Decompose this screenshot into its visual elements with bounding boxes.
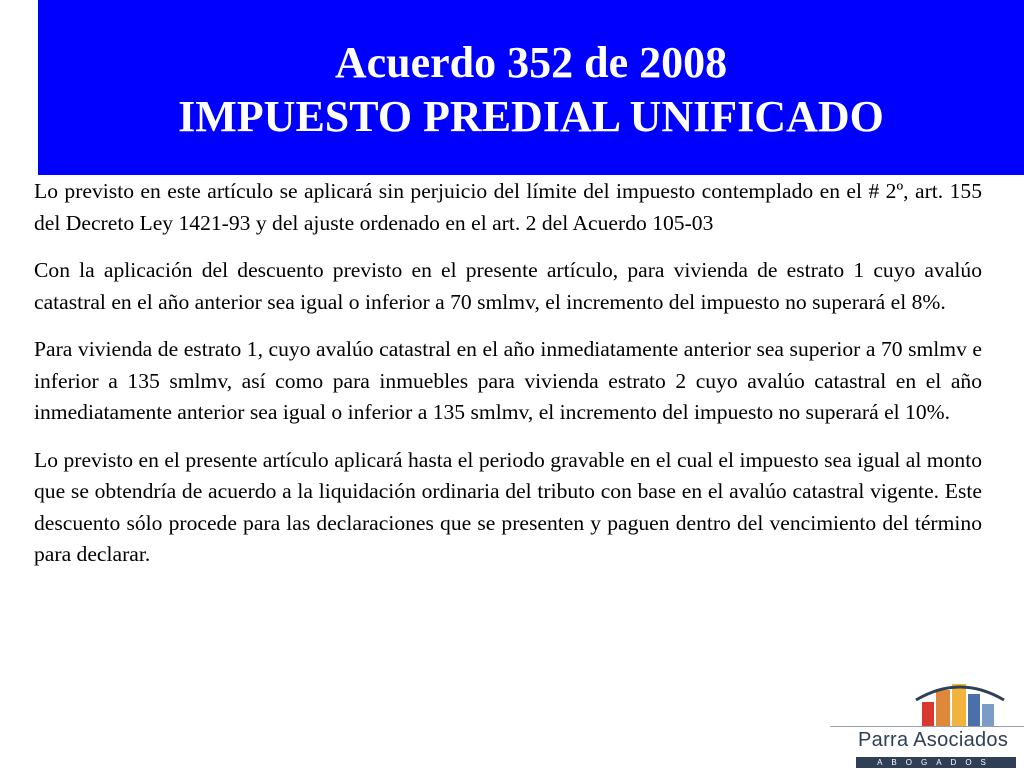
title-banner bbox=[38, 0, 1024, 175]
paragraph-4: Lo previsto en el presente artículo aplicará hasta el periodo gravable en el cual el impuesto sea igual al monto que se obtendría de acuerdo a la liquidación ordinaria del tributo con base en el avalúo catastral vigente. Este descuento sólo procede para las declaraciones que se presenten y paguen dentro del vencimiento del término para declarar. bbox=[34, 447, 982, 566]
paragraph-2: Con la aplicación del descuento previsto en el presente artículo, para vivienda de estrato 1 cuyo avalúo catastral en el año anterior sea igual o inferior a 70 smlmv, el incremento del impuesto no superará el 8%. bbox=[34, 258, 982, 314]
slide-title-line2: IMPUESTO PREDIAL UNIFICADO bbox=[178, 91, 884, 141]
logo-tagline: ABOGADOS bbox=[856, 757, 1016, 768]
logo-plate bbox=[830, 726, 1024, 769]
paragraph-1: Lo previsto en este artículo se aplicará sin perjuicio del límite del impuesto contemplado en el # 2º, art. 155 del Decreto Ley 1421-93 y del ajuste ordenado en el art. 2 del Acuerdo 105-03 bbox=[34, 179, 982, 235]
buildings-logo-icon bbox=[910, 680, 1010, 730]
company-logo bbox=[830, 680, 1024, 768]
slide-body bbox=[34, 176, 982, 587]
slide-title-line1: Acuerdo 352 de 2008 bbox=[334, 37, 728, 87]
logo-name: Parra Asociados bbox=[858, 729, 1009, 751]
paragraph-3: Para vivienda de estrato 1, cuyo avalúo catastral en el año inmediatamente anterior sea superior a 70 smlmv e inferior a 135 smlmv, así como para inmuebles para vivienda estrato 2 cuyo avalúo catastral en el año inmediatamente anterior sea igual o inferior a 135 smlmv, el incremento del impuesto no superará el 10%. bbox=[34, 337, 982, 424]
